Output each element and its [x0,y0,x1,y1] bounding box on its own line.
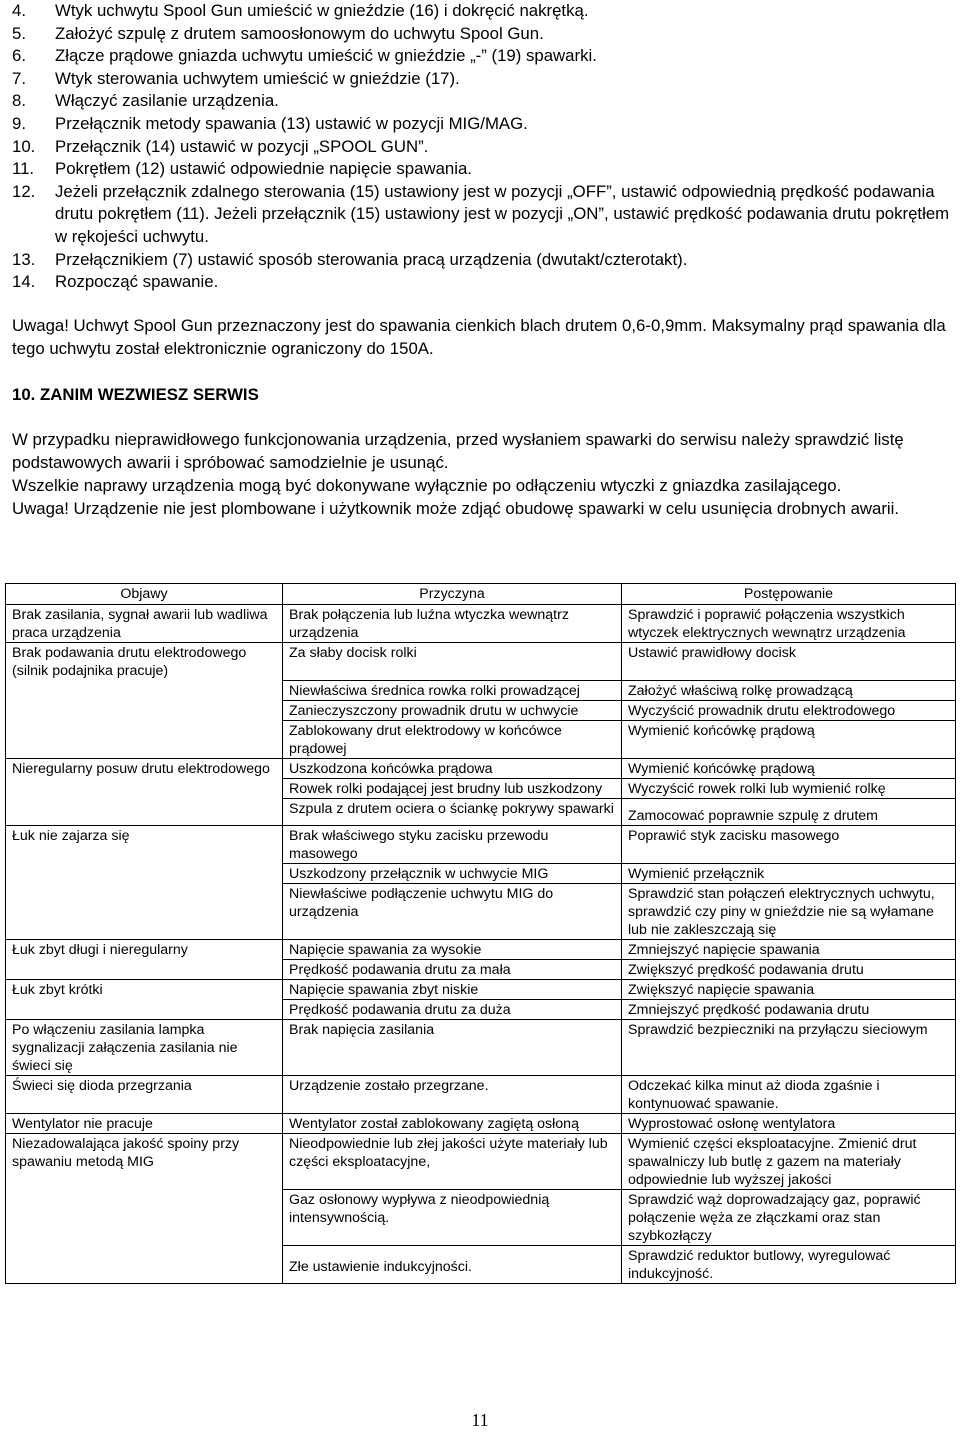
table-row [6,1133,956,1189]
table-row [6,959,956,979]
cause-cell: Brak napięcia zasilania [283,1019,622,1075]
intro-paragraph: Uwaga! Urządzenie nie jest plombowane i użytkownik może zdjąć obudowę spawarki w celu usunięcia drobnych awarii. [12,499,900,518]
troubleshooting-table [5,583,956,1284]
action-cell: Zwiększyć prędkość podawania drutu [622,959,956,979]
table-row [6,883,956,939]
table-row [6,720,956,758]
table-row [6,1245,956,1283]
table-row [6,798,956,825]
header-action: Postępowanie [622,584,956,605]
table-row [6,979,956,999]
symptom-cell-empty [6,1189,283,1245]
instruction-steps [12,0,952,294]
action-cell: Założyć właściwą rolkę prowadzącą [622,680,956,700]
action-cell: Ustawić prawidłowy docisk [622,643,956,681]
step-item: 14. Rozpocząć spawanie. [12,272,219,292]
symptom-cell-empty [6,1245,283,1283]
symptom-cell: Świeci się dioda przegrzania [6,1075,283,1113]
table-row [6,1075,956,1113]
table-row [6,863,956,883]
cause-cell: Prędkość podawania drutu za duża [283,999,622,1019]
table-header-row [6,584,956,605]
cause-cell: Niewłaściwe podłączenie uchwytu MIG do urządzenia [283,883,622,939]
action-cell: Poprawić styk zacisku masowego [622,825,956,863]
header-symptoms: Objawy [6,584,283,605]
cause-cell: Brak właściwego styku zacisku przewodu masowego [283,825,622,863]
symptom-cell-empty [6,778,283,798]
cause-cell: Prędkość podawania drutu za mała [283,959,622,979]
action-cell: Sprawdzić bezpieczniki na przyłączu sieciowym [622,1019,956,1075]
step-item: 6. Złącze prądowe gniazda uchwytu umieścić w gnieździe „-” (19) spawarki. [12,46,597,66]
action-cell: Zamocować poprawnie szpulę z drutem [622,798,956,825]
table-row [6,605,956,643]
action-cell: Zmniejszyć napięcie spawania [622,939,956,959]
symptom-cell-empty [6,959,283,979]
action-cell: Wymienić przełącznik [622,863,956,883]
table-row [6,939,956,959]
cause-cell: Rowek rolki podającej jest brudny lub uszkodzony [283,778,622,798]
cause-cell: Uszkodzony przełącznik w uchwycie MIG [283,863,622,883]
action-cell: Wymienić części eksploatacyjne. Zmienić drut spawalniczy lub butlę z gazem na materiały odpowiednie lub wyższej jakości [622,1133,956,1189]
cause-cell: Za słaby docisk rolki [283,643,622,681]
step-item: 7. Wtyk sterowania uchwytem umieścić w gnieździe (17). [12,68,460,88]
cause-cell: Napięcie spawania za wysokie [283,939,622,959]
step-item: 8. Włączyć zasilanie urządzenia. [12,91,279,111]
step-item: 10. Przełącznik (14) ustawić w pozycji „SPOOL GUN”. [12,136,429,156]
troubleshooting-table-wrap [5,583,955,1284]
table-row [6,999,956,1019]
step-item: 12. Jeżeli przełącznik zdalnego sterowania (15) ustawiony jest w pozycji „OFF”, ustawić odpowiednią prędkość podawania drutu pokrętłem (11). Jeżeli przełącznik (15) ustawiony jest w pozycji „ON”, ustawić prędkość podawania drutu pokrętłem w rękojeści uchwytu. [12,181,950,246]
symptom-cell: Po włączeniu zasilania lampka sygnalizacji załączenia zasilania nie świeci się [6,1019,283,1075]
symptom-cell: Łuk zbyt krótki [6,979,283,999]
page-number: 11 [471,1410,489,1430]
symptom-cell-empty [6,700,283,720]
section-heading: 10. ZANIM WEZWIESZ SERWIS [12,385,259,404]
step-item: 4. Wtyk uchwytu Spool Gun umieścić w gnieździe (16) i dokręcić nakrętką. [12,1,589,20]
cause-cell: Napięcie spawania zbyt niskie [283,979,622,999]
table-row [6,758,956,778]
action-cell: Sprawdzić i poprawić połączenia wszystkich wtyczek elektrycznych wewnątrz urządzenia [622,605,956,643]
symptom-cell-empty [6,883,283,939]
action-cell: Wymienić końcówkę prądową [622,758,956,778]
intro-paragraph: Wszelkie naprawy urządzenia mogą być dokonywane wyłącznie po odłączeniu wtyczki z gniazdka zasilającego. [12,476,842,495]
cause-cell: Zablokowany drut elektrodowy w końcówce prądowej [283,720,622,758]
action-cell: Wyczyścić prowadnik drutu elektrodowego [622,700,956,720]
table-row [6,680,956,700]
table-row [6,643,956,681]
cause-cell: Brak połączenia lub luźna wtyczka wewnątrz urządzenia [283,605,622,643]
table-row [6,825,956,863]
cause-cell: Gaz osłonowy wypływa z nieodpowiednią intensywnością. [283,1189,622,1245]
action-cell: Wymienić końcówkę prądową [622,720,956,758]
action-cell: Sprawdzić wąż doprowadzający gaz, poprawić połączenie węża ze złączkami oraz stan szybkozłączy [622,1189,956,1245]
step-item: 9. Przełącznik metody spawania (13) ustawić w pozycji MIG/MAG. [12,113,528,133]
spool-gun-note: Uwaga! Uchwyt Spool Gun przeznaczony jest do spawania cienkich blach drutem 0,6-0,9mm. Maksymalny prąd spawania dla tego uchwytu został elektronicznie ograniczony do 150A. [12,316,946,358]
header-cause: Przyczyna [283,584,622,605]
symptom-cell: Brak podawania drutu elektrodowego (silnik podajnika pracuje) [6,643,283,681]
symptom-cell: Brak zasilania, sygnał awarii lub wadliwa praca urządzenia [6,605,283,643]
table-row [6,1113,956,1133]
action-cell: Zwiększyć napięcie spawania [622,979,956,999]
symptom-cell: Łuk nie zajarza się [6,825,283,863]
action-cell: Sprawdzić reduktor butlowy, wyregulować indukcyjność. [622,1245,956,1283]
action-cell: Odczekać kilka minut aż dioda zgaśnie i kontynuować spawanie. [622,1075,956,1113]
symptom-cell-empty [6,863,283,883]
intro-paragraph: W przypadku nieprawidłowego funkcjonowania urządzenia, przed wysłaniem spawarki do serwisu należy sprawdzić listę podstawowych awarii i spróbować samodzielnie je usunąć. [12,430,904,472]
action-cell: Zmniejszyć prędkość podawania drutu [622,999,956,1019]
table-row [6,778,956,798]
table-row [6,1019,956,1075]
step-item: 11. Pokrętłem (12) ustawić odpowiednie napięcie spawania. [12,159,472,179]
symptom-cell-empty [6,999,283,1019]
action-cell: Wyprostować osłonę wentylatora [622,1113,956,1133]
cause-cell: Złe ustawienie indukcyjności. [283,1245,622,1283]
symptom-cell: Wentylator nie pracuje [6,1113,283,1133]
cause-cell: Uszkodzona końcówka prądowa [283,758,622,778]
cause-cell: Wentylator został zablokowany zagiętą osłoną [283,1113,622,1133]
symptom-cell: Łuk zbyt długi i nieregularny [6,939,283,959]
cause-cell: Szpula z drutem ociera o ściankę pokrywy spawarki [283,798,622,825]
symptom-cell-empty [6,680,283,700]
cause-cell: Zanieczyszczony prowadnik drutu w uchwycie [283,700,622,720]
symptom-cell-empty [6,798,283,825]
action-cell: Sprawdzić stan połączeń elektrycznych uchwytu, sprawdzić czy piny w gnieździe nie są wyłamane lub nie zakleszczają się [622,883,956,939]
table-row [6,1189,956,1245]
service-intro [12,428,952,520]
cause-cell: Nieodpowiednie lub złej jakości użyte materiały lub części eksploatacyjne, [283,1133,622,1189]
step-item: 5. Założyć szpulę z drutem samoosłonowym do uchwytu Spool Gun. [12,23,544,43]
step-item: 13. Przełącznikiem (7) ustawić sposób sterowania pracą urządzenia (dwutakt/czterotakt). [12,249,688,269]
cause-cell: Urządzenie zostało przegrzane. [283,1075,622,1113]
symptom-cell: Niezadowalająca jakość spoiny przy spawaniu metodą MIG [6,1133,283,1189]
symptom-cell-empty [6,720,283,758]
action-cell: Wyczyścić rowek rolki lub wymienić rolkę [622,778,956,798]
table-row [6,700,956,720]
symptom-cell: Nieregularny posuw drutu elektrodowego [6,758,283,778]
cause-cell: Niewłaściwa średnica rowka rolki prowadzącej [283,680,622,700]
